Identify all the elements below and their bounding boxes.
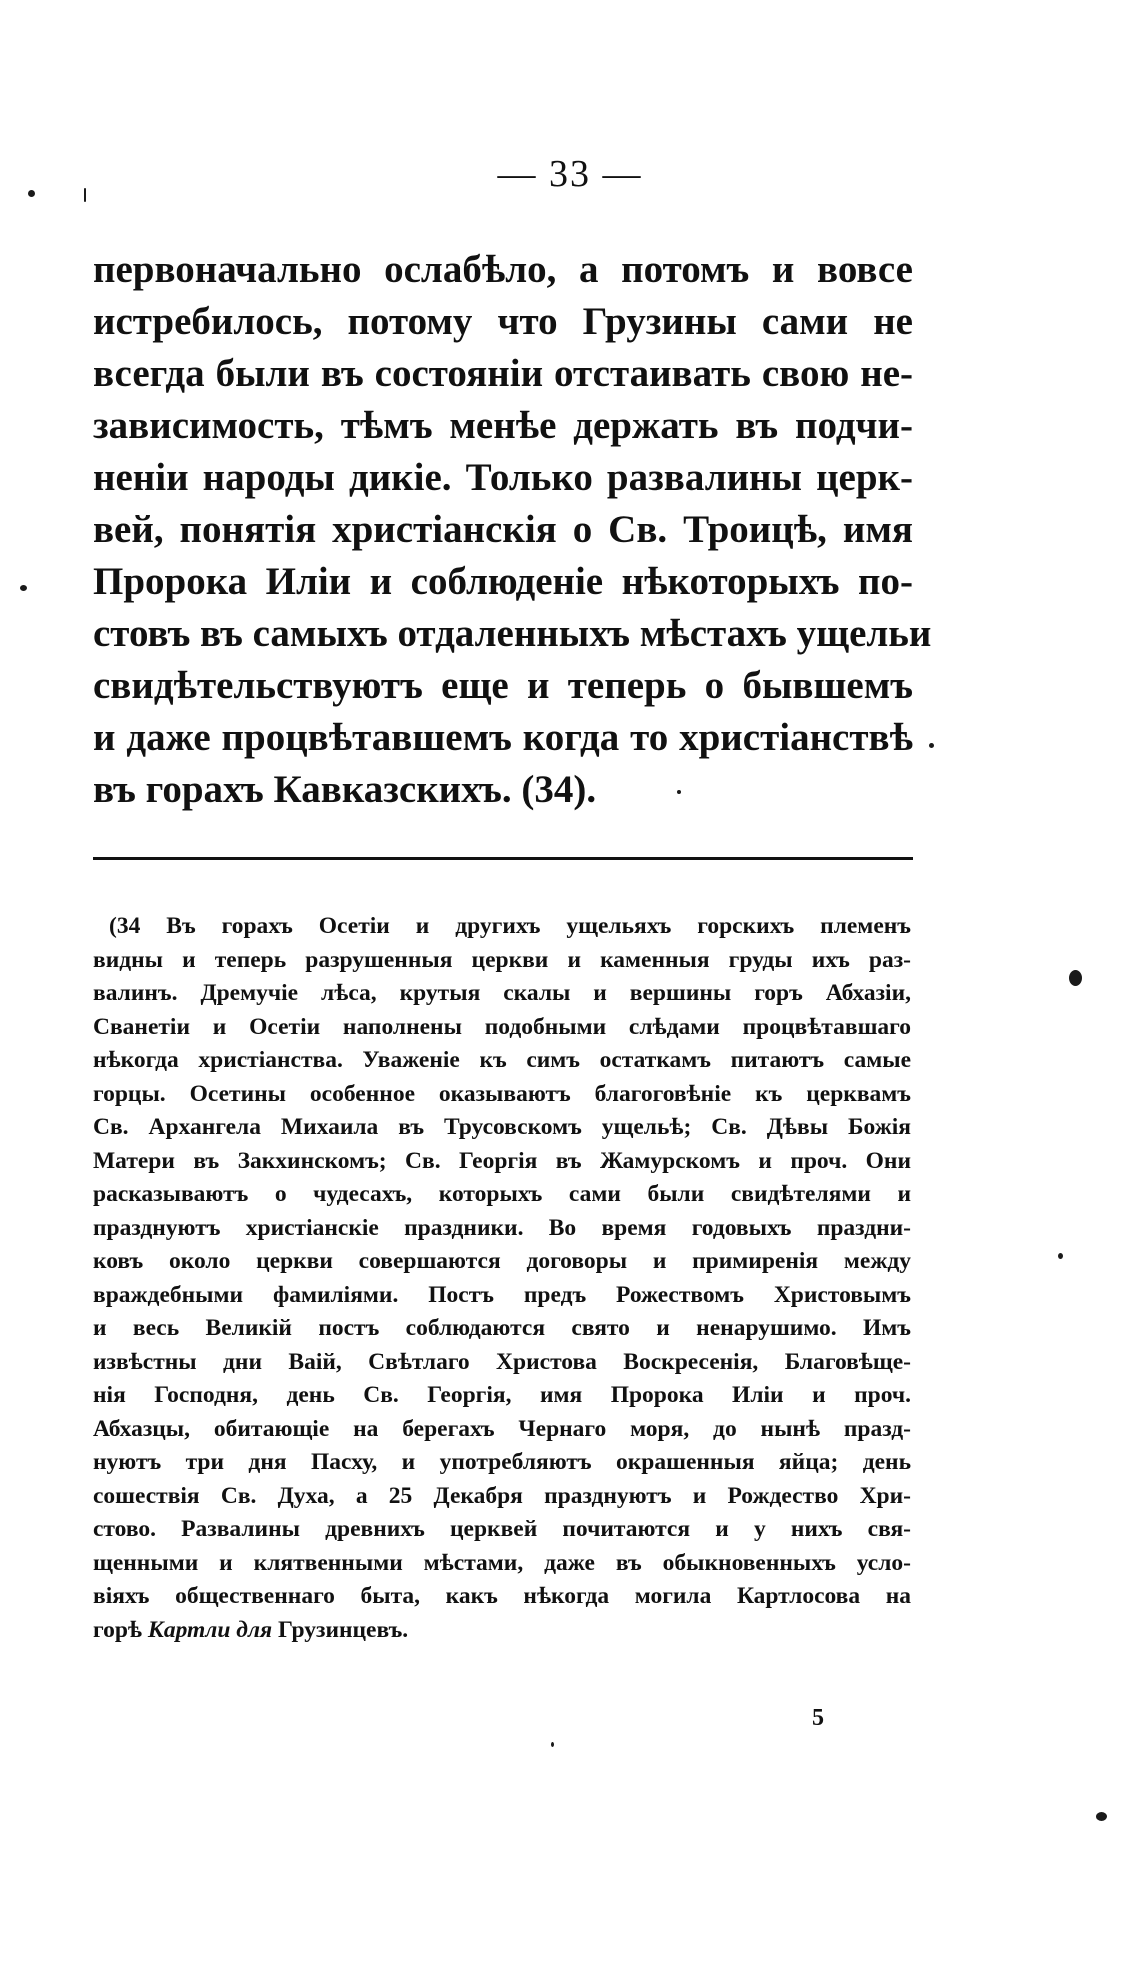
footnote-line: Сванетіи и Осетіи наполнены подобными слѣдами процвѣтавшаго [93,1013,911,1040]
footnote-line: извѣстны дни Ваій, Свѣтлаго Христова Воскресенія, Благовѣще- [93,1348,911,1375]
footnote-line: расказываютъ о чудесахъ, которыхъ сами были свидѣтелями и [93,1181,911,1207]
main-text-line: стовъ въ самыхъ отдаленныхъ мѣстахъ ущельи [93,612,932,655]
footnote-last-line-end: Грузинцевъ. [272,1616,409,1643]
footnote-line: и весь Великій постъ соблюдаются свято и ненарушимо. Имъ [93,1315,911,1341]
scan-speck [20,585,27,591]
scan-speck [677,790,681,794]
main-text [93,244,932,816]
main-text-line: истребилось, потому что Грузины сами не [93,300,913,343]
footnote-line: сошествія Св. Духа, а 25 Декабря празднуютъ и Рождество Хри- [93,1482,911,1509]
footnote-line: нія Господня, день Св. Георгія, имя Пророка Иліи и проч. [93,1382,911,1408]
main-text-line: свидѣтельствуютъ еще и теперь о бывшемъ [93,664,913,707]
scan-speck [84,188,86,202]
scan-speck [1069,970,1082,986]
scan-speck [28,190,35,197]
signature-mark: 5 [812,1705,824,1731]
footnote-line: Абхазцы, обитающіе на берегахъ Чернаго моря, до нынѣ празд- [93,1415,911,1442]
footnote-line: валинъ. Дремучіе лѣса, крутыя скалы и вершины горъ Абхазіи, [93,980,911,1006]
footnote-last-line [93,1614,911,1648]
main-text-line: первоначально ослабѣло, а потомъ и вовсе [93,248,913,291]
main-text-line: неніи народы дикіе. Только развалины церк- [93,456,913,499]
footnote-line: ковъ около церкви совершаются договоры и примиренія между [93,1248,911,1274]
footnote-line: празднуютъ христіанскіе праздники. Во время годовыхъ праздни- [93,1214,911,1241]
footnote-line: Св. Архангела Михаила въ Трусовскомъ ущельѣ; Св. Дѣвы Божія [93,1114,911,1140]
page-number: — 33 — [497,153,643,195]
scan-speck [551,1742,554,1747]
main-text-line: въ горахъ Кавказскихъ. (34). [93,768,597,811]
scan-speck [1058,1253,1063,1259]
main-text-line: Пророка Иліи и соблюденіе нѣкоторыхъ по- [93,560,913,603]
scan-speck [929,743,934,748]
footnote-last-line-italic: Картли для [147,1616,273,1643]
footnote-line: щенными и клятвенными мѣстами, даже въ обыкновенныхъ усло- [93,1549,911,1576]
footnote-line: стово. Развалины древнихъ церквей почитаются и у нихъ свя- [93,1516,911,1542]
footnote-line: нуютъ три дня Пасху, и употребляютъ окрашенныя яйца; день [93,1449,911,1475]
main-text-line: зависимость, тѣмъ менѣе держать въ подчи- [93,404,913,447]
footnote-last-line-start: горѣ [93,1616,148,1643]
footnote-line: горцы. Осетины особенное оказываютъ благоговѣніе къ церквамъ [93,1080,911,1107]
footnote-line: Матери въ Закхинскомъ; Св. Георгія въ Жамурскомъ и проч. Они [93,1147,911,1174]
footnote-line: видны и теперь разрушенныя церкви и каменныя груды ихъ раз- [93,946,911,973]
main-text-line: вей, понятія христіанскія о Св. Троицѣ, имя [93,508,913,551]
main-text-line: и даже процвѣтавшемъ когда то христіанствѣ [93,716,913,759]
footnote-line: віяхъ общественнаго быта, какъ нѣкогда могила Картлосова на [93,1583,911,1609]
footnote [93,910,911,1647]
footnote-separator [93,857,913,860]
main-text-line: всегда были въ состояніи отстаивать свою не- [93,352,913,395]
footnote-line: (34 Въ горахъ Осетіи и другихъ ущельяхъ горскихъ племенъ [109,913,911,939]
footnote-line: нѣкогда христіанства. Уваженіе къ симъ остаткамъ питаютъ самые [93,1047,911,1073]
scan-speck [1096,1812,1107,1821]
footnote-line: враждебными фамиліями. Постъ предъ Рожествомъ Христовымъ [93,1281,911,1308]
